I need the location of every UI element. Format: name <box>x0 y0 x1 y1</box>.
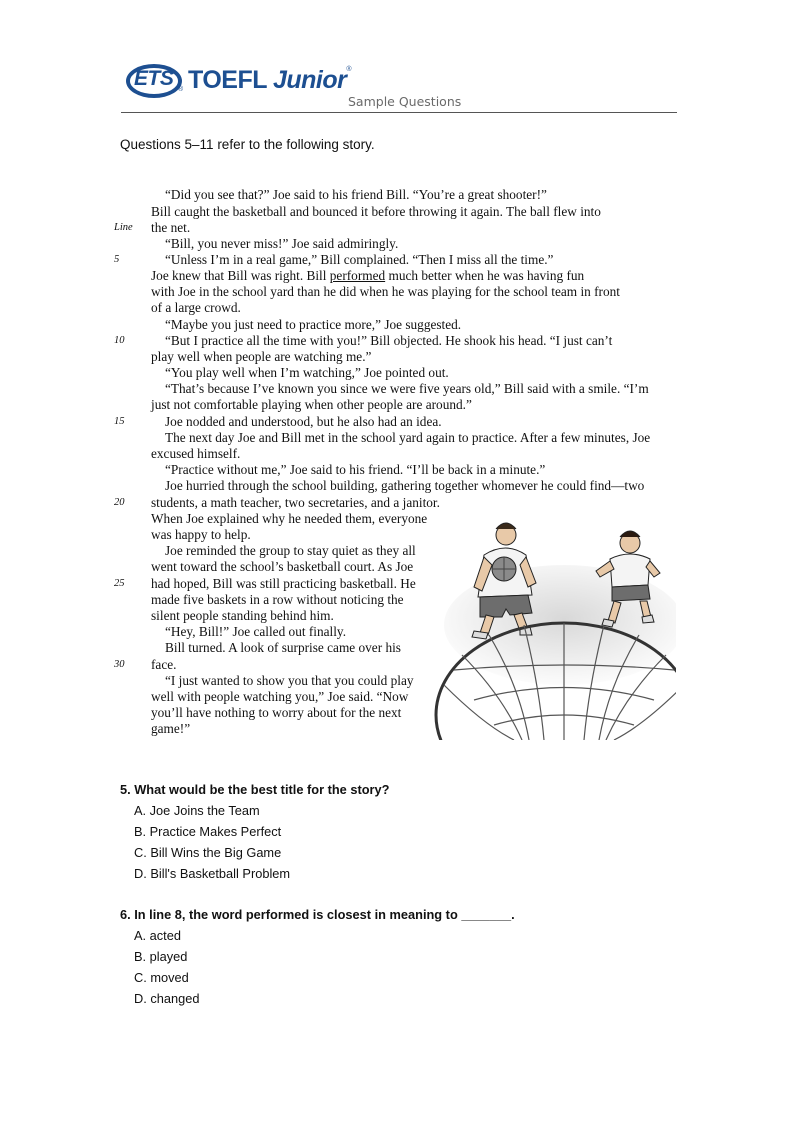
passage-text: Joe knew that Bill was right. Bill <box>151 268 330 283</box>
passage-line: play well when people are watching me.” <box>151 349 372 364</box>
passage-line: game!” <box>151 721 191 736</box>
passage-line: was happy to help. <box>151 527 251 542</box>
passage-line: “Practice without me,” Joe said to his friend. “I’ll be back in a minute.” <box>165 462 546 477</box>
passage-line: made five baskets in a row without noticing the <box>151 592 404 607</box>
passage-line: went toward the school’s basketball court. As Joe <box>151 559 414 574</box>
passage-line: “But I practice all the time with you!” Bill objected. He shook his head. “I just can’t <box>165 333 613 348</box>
question-6-option-b[interactable]: B. played <box>134 949 188 964</box>
passage-line: silent people standing behind him. <box>151 608 334 623</box>
question-6-option-d[interactable]: D. changed <box>134 991 200 1006</box>
passage-line: “That’s because I’ve known you since we were five years old,” Bill said with a smile. “I’m <box>165 381 649 396</box>
line-label: Line <box>114 222 133 233</box>
passage-line: “Maybe you just need to practice more,” Joe suggested. <box>165 317 462 332</box>
trademark-mark: ® <box>346 66 352 73</box>
passage-intro: Questions 5–11 refer to the following story. <box>120 137 375 152</box>
line-number: 15 <box>114 416 125 427</box>
passage-line: Joe nodded and understood, but he also had an idea. <box>165 414 442 429</box>
passage-line: excused himself. <box>151 446 241 461</box>
line-number: 30 <box>114 659 125 670</box>
passage-line: face. <box>151 657 177 672</box>
question-5-option-c[interactable]: C. Bill Wins the Big Game <box>134 845 282 860</box>
line-number: 10 <box>114 335 125 346</box>
underlined-word-performed: performed <box>329 268 386 283</box>
question-5-option-a[interactable]: A. Joe Joins the Team <box>134 803 260 818</box>
question-5-option-b[interactable]: B. Practice Makes Perfect <box>134 824 282 839</box>
ets-toefl-junior-logo <box>126 62 352 102</box>
header-divider <box>121 112 677 113</box>
passage-line: “I just wanted to show you that you could play <box>165 673 414 688</box>
toefl-junior-wordmark <box>188 66 351 95</box>
passage-line: “Hey, Bill!” Joe called out finally. <box>165 624 347 639</box>
passage-text: much better when he was having fun <box>385 268 585 283</box>
passage-line: just not comfortable playing when other people are around.” <box>151 397 472 412</box>
passage-line: “Did you see that?” Joe said to his friend Bill. “You’re a great shooter!” <box>165 187 547 202</box>
question-6-option-c[interactable]: C. moved <box>134 970 189 985</box>
registered-mark: ® <box>178 86 184 93</box>
passage-line: well with people watching you,” Joe said. “Now <box>151 689 409 704</box>
passage-line: The next day Joe and Bill met in the school yard again to practice. After a few minutes, Joe <box>165 430 651 445</box>
passage-line: “Bill, you never miss!” Joe said admiringly. <box>165 236 399 251</box>
passage-line: “Unless I’m in a real game,” Bill complained. “Then I miss all the time.” <box>165 252 554 267</box>
question-5-option-d[interactable]: D. Bill's Basketball Problem <box>134 866 291 881</box>
passage-line: Bill turned. A look of surprise came over his <box>165 640 401 655</box>
passage-line: of a large crowd. <box>151 300 241 315</box>
toefl-word: TOEFL <box>188 66 267 94</box>
section-heading: Sample Questions <box>348 94 462 109</box>
line-number: 5 <box>114 254 120 265</box>
passage-line: Joe reminded the group to stay quiet as they all <box>165 543 416 558</box>
question-5-prompt: 5. What would be the best title for the story? <box>120 782 390 797</box>
basketball-players-illustration <box>434 515 676 740</box>
passage-line: you’ll have nothing to worry about for the next <box>151 705 402 720</box>
passage-line: Bill caught the basketball and bounced it before throwing it again. The ball flew into <box>151 204 601 219</box>
junior-word: Junior <box>272 66 347 94</box>
passage-line: “You play well when I’m watching,” Joe pointed out. <box>165 365 449 380</box>
ets-wordmark: ETS <box>134 67 174 90</box>
passage-line: Joe hurried through the school building, gathering together whomever he could find—two <box>165 478 645 493</box>
question-6-option-a[interactable]: A. acted <box>134 928 181 943</box>
line-number: 25 <box>114 578 125 589</box>
line-number: 20 <box>114 497 125 508</box>
passage-line: had hoped, Bill was still practicing basketball. He <box>151 576 416 591</box>
passage-line: the net. <box>151 220 191 235</box>
passage-line: students, a math teacher, two secretaries, and a janitor. <box>151 495 440 510</box>
passage-line: When Joe explained why he needed them, everyone <box>151 511 428 526</box>
passage-line <box>151 268 584 284</box>
question-6-prompt: 6. In line 8, the word performed is closest in meaning to _______. <box>120 907 515 922</box>
passage-line: with Joe in the school yard than he did when he was playing for the school team in front <box>151 284 620 299</box>
